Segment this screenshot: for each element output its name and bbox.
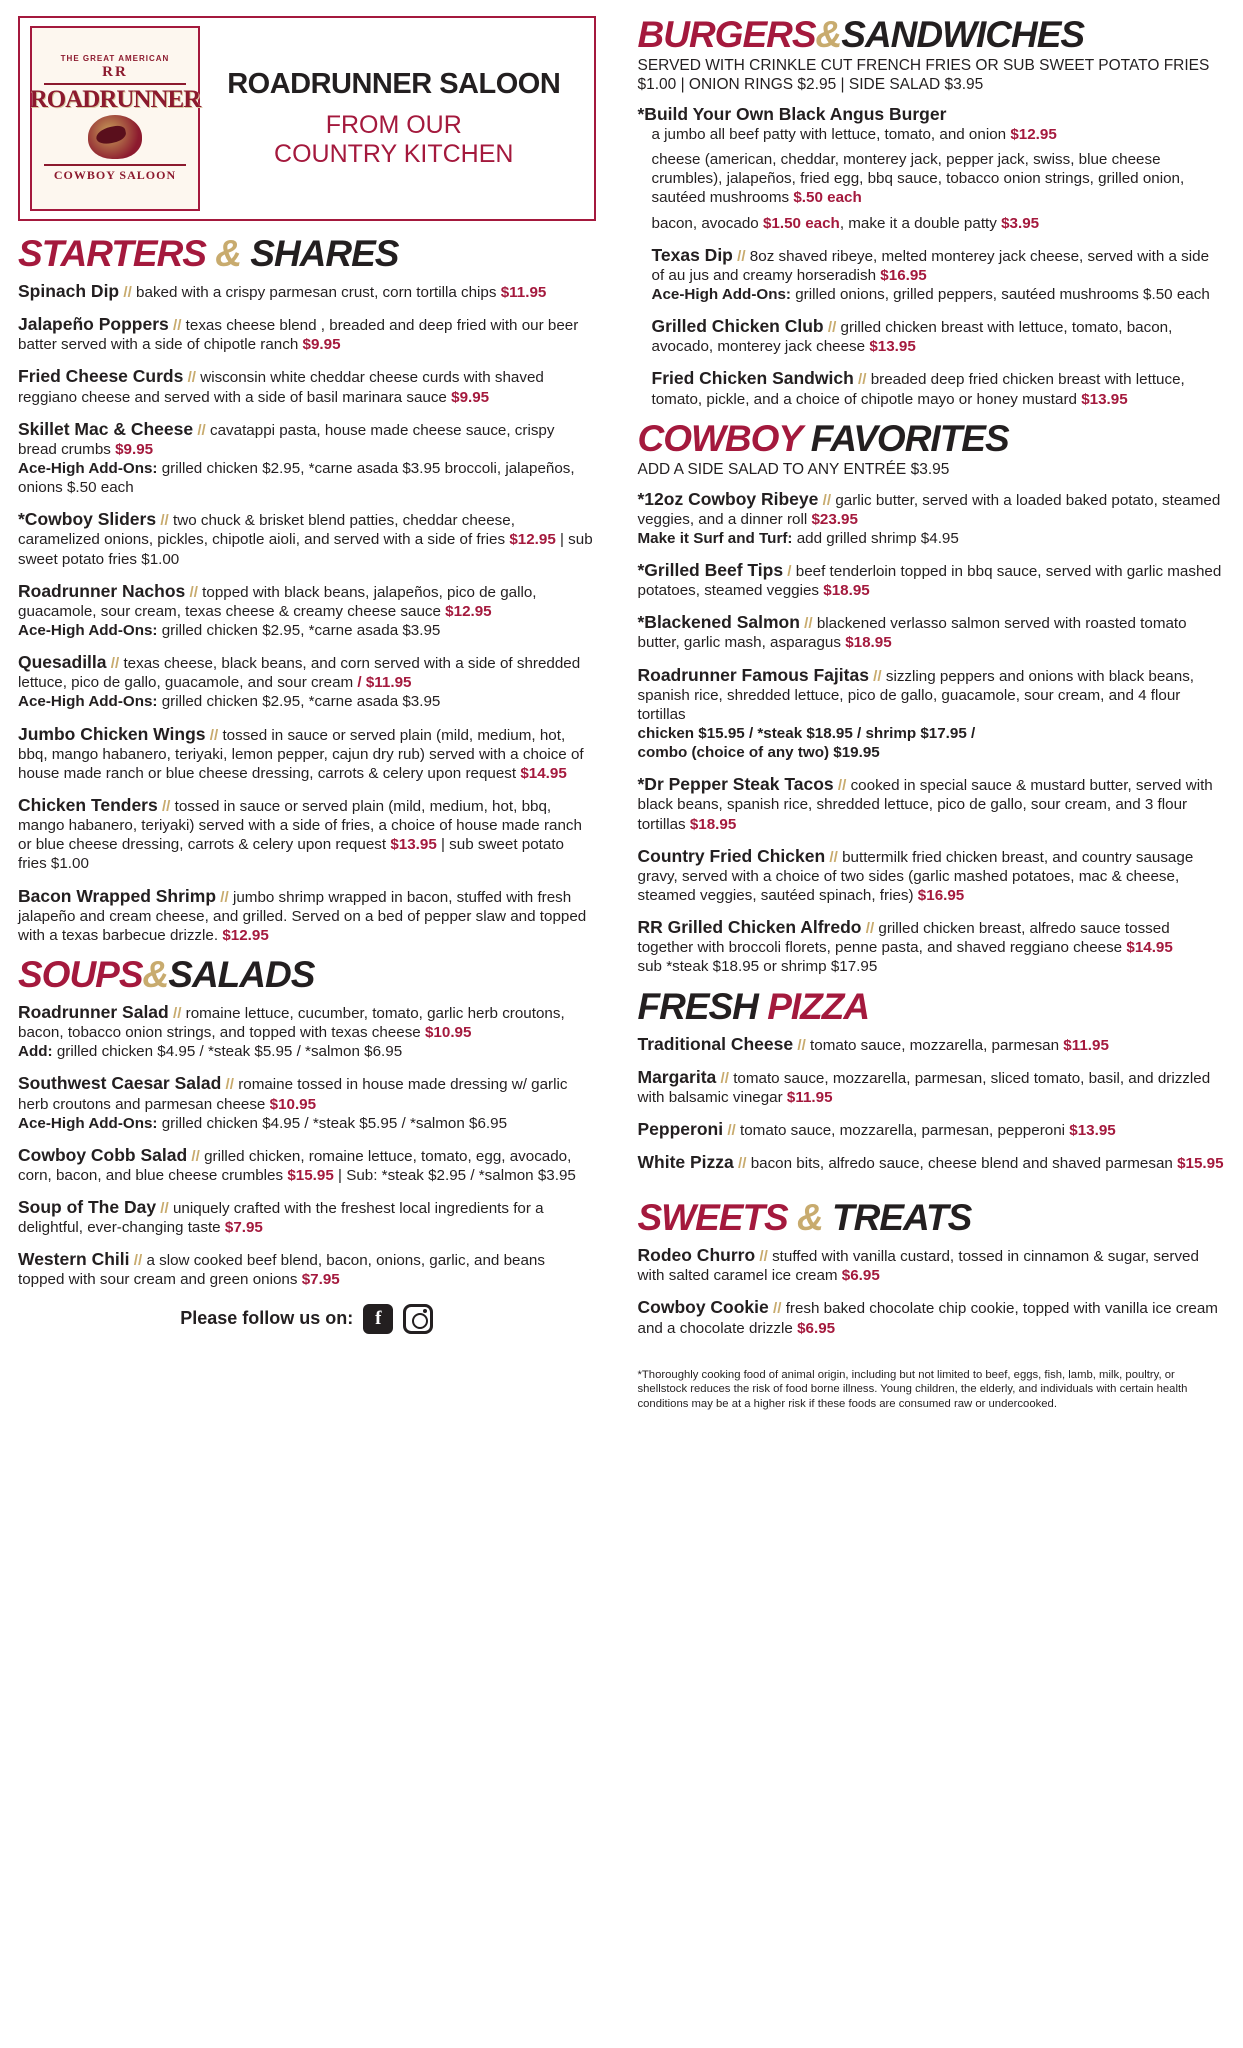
addon-label: Ace-High Add-Ons:: [651, 285, 791, 303]
item-desc: wisconsin white cheddar cheese curds with shaved reggiano cheese and served with a side of basil marinara sauce: [18, 369, 544, 406]
addon-label: Ace-High Add-Ons:: [18, 1114, 158, 1132]
item-separator: //: [197, 421, 206, 439]
starters-title-amp: &: [215, 233, 241, 274]
item-price-line-1: chicken $15.95 / *steak $18.95 / shrimp $17.95 /: [637, 724, 976, 742]
item-separator: //: [161, 797, 171, 815]
item-name: *Dr Pepper Steak Tacos: [637, 774, 834, 795]
item-desc: sizzling peppers and onions with black beans, spanish rice, shredded lettuce, pico de gallo, guacamole, sour cream, and 4 flour tortillas: [637, 667, 1195, 723]
item-name: Rodeo Churro: [637, 1245, 756, 1266]
item-name: *12oz Cowboy Ribeye: [637, 488, 819, 509]
item-price: $12.95: [1010, 125, 1057, 143]
item-separator: //: [172, 317, 182, 335]
starters-title-part2: SHARES: [250, 233, 399, 274]
item-addons: [18, 459, 596, 497]
menu-item: [638, 664, 1226, 763]
item-separator: //: [873, 667, 882, 685]
page-title: ROADRUNNER SALOON: [227, 68, 561, 101]
item-separator: //: [209, 726, 219, 744]
roadrunner-logo: [30, 26, 200, 211]
item-name: Soup of The Day: [18, 1197, 157, 1218]
item-separator: //: [191, 1147, 200, 1165]
item-addons: [18, 621, 596, 640]
item-desc: grilled chicken breast with lettuce, tomato, bacon, avocado, monterey jack cheese: [651, 319, 1173, 356]
item-price: $14.95: [520, 764, 567, 782]
item-separator: //: [727, 1121, 736, 1139]
item-addons: [18, 1042, 596, 1061]
item-separator: //: [187, 369, 197, 387]
sweets-title-amp: &: [797, 1197, 823, 1239]
item-price: $14.95: [1126, 939, 1173, 957]
burgers-title-part1: BURGERS: [637, 14, 816, 55]
menu-item: [638, 773, 1226, 833]
menu-item: [638, 244, 1226, 304]
menu-item: [638, 1118, 1226, 1140]
header-subtitle-2: COUNTRY KITCHEN: [274, 140, 514, 168]
item-name: Bacon Wrapped Shrimp: [18, 885, 217, 906]
addon-text: grilled onions, grilled peppers, sautéed mushrooms $.50 each: [795, 285, 1210, 303]
item-price: $7.95: [301, 1271, 340, 1289]
burgers-title-amp: &: [815, 14, 842, 55]
menu-item: [18, 418, 596, 498]
item-separator: //: [858, 371, 867, 389]
menu-item: [18, 1144, 596, 1185]
addon-text: grilled chicken $2.95, *carne asada $3.95 broccoli, jalapeños, onions $.50 each: [18, 459, 575, 497]
item-desc: bacon bits, alfredo sauce, cheese blend and shaved parmesan: [750, 1155, 1173, 1173]
item-desc: garlic butter, served with a loaded baked potato, steamed veggies, and a dinner roll: [637, 491, 1221, 528]
sweets-title-part1: SWEETS: [637, 1197, 788, 1239]
item-desc: tomato sauce, mozzarella, parmesan, pepperoni: [740, 1121, 1066, 1139]
menu-item: [18, 1196, 596, 1237]
item-desc: topped with black beans, jalapeños, pico de gallo, guacamole, sour cream, texas cheese & creamy cheese sauce: [18, 583, 537, 620]
item-desc: grilled chicken breast, alfredo sauce tossed together with broccoli florets, penne pasta, and shaved reggiano cheese: [637, 920, 1170, 957]
item-price: $11.95: [1063, 1036, 1109, 1054]
item-name: Traditional Cheese: [637, 1033, 794, 1054]
menu-item: [638, 1296, 1226, 1337]
item-separator: /: [787, 562, 792, 580]
pizza-title-part1: FRESH: [637, 985, 758, 1027]
item-desc: tossed in sauce or served plain (mild, medium, hot, bbq, mango habanero, teriyaki, lemon pepper, cajun dry rub) served with a choice of house made ranch or blue cheese dressing, carrots & celery upon request: [18, 726, 584, 782]
menu-item: [18, 1072, 596, 1132]
menu-item: [638, 1066, 1226, 1107]
item-price: $10.95: [424, 1024, 472, 1042]
facebook-icon[interactable]: f: [363, 1304, 393, 1334]
item-separator: //: [172, 1004, 182, 1022]
item-separator: //: [720, 1069, 729, 1087]
pizza-title-part2: PIZZA: [767, 985, 870, 1027]
item-name: Skillet Mac & Cheese: [18, 418, 194, 439]
item-extra: | Sub: *steak $2.95 / *salmon $3.95: [338, 1166, 576, 1184]
item-desc: tomato sauce, mozzarella, parmesan: [810, 1036, 1060, 1054]
item-separator: //: [123, 284, 132, 301]
item-name: Jumbo Chicken Wings: [18, 723, 206, 744]
item-name: Roadrunner Salad: [18, 1001, 169, 1022]
logo-bottom-text: COWBOY SALOON: [53, 167, 177, 182]
item-name: White Pizza: [637, 1152, 734, 1173]
item-price: $10.95: [269, 1095, 317, 1113]
burgers-subtitle: SERVED WITH CRINKLE CUT FRENCH FRIES OR SUB SWEET POTATO FRIES $1.00 | ONION RINGS $2.95 | SIDE SALAD $3.95: [637, 57, 1210, 93]
item-price: $13.95: [869, 338, 916, 356]
item-sub-desc-1: cheese (american, cheddar, monterey jack, pepper jack, swiss, blue cheese crumbles), jalapeños, fried egg, bbq sauce, tobacco onion strings, grilled onion, sautéed mushrooms: [651, 151, 1185, 207]
item-separator: //: [804, 615, 813, 633]
item-desc: stuffed with vanilla custard, tossed in cinnamon & sugar, served with salted caramel ice cream: [637, 1248, 1199, 1285]
item-name: Quesadilla: [18, 652, 107, 673]
logo-monogram: RR: [102, 63, 128, 80]
menu-item: [18, 1248, 596, 1289]
item-price: $11.95: [500, 284, 547, 301]
item-separator: //: [133, 1252, 143, 1270]
soups-title-part2: SALADS: [168, 953, 315, 995]
menu-item: [18, 651, 596, 711]
menu-item: [18, 580, 596, 640]
header-subtitle-1: FROM OUR: [325, 111, 462, 140]
item-separator: //: [797, 1036, 806, 1054]
item-sub-price-2a: $1.50 each: [762, 214, 840, 232]
item-desc: blackened verlasso salmon served with roasted tomato butter, garlic mash, asparagus: [637, 615, 1187, 652]
item-price: $23.95: [811, 510, 858, 528]
logo-top-text: THE GREAT AMERICAN: [60, 54, 170, 64]
item-addons: [652, 285, 1226, 304]
addon-text: grilled chicken $2.95, *carne asada $3.95: [161, 621, 441, 639]
cowboy-title-part1: COWBOY: [637, 417, 802, 459]
item-name: Pepperoni: [637, 1118, 724, 1139]
item-name: Spinach Dip: [18, 281, 120, 301]
addon-text: grilled chicken $2.95, *carne asada $3.95: [161, 693, 441, 711]
item-desc: 8oz shaved ribeye, melted monterey jack cheese, served with a side of au jus and creamy horseradish: [651, 247, 1210, 284]
item-extra: | sub sweet potato fries $1.00: [18, 531, 593, 568]
item-price: $12.95: [445, 602, 492, 620]
item-price-line-2: combo (choice of any two) $19.95: [637, 744, 880, 762]
section-heading-soups: [18, 953, 596, 995]
item-price: $7.95: [224, 1219, 263, 1237]
menu-item: [638, 1244, 1226, 1285]
left-column: [18, 16, 622, 2038]
menu-item: [638, 103, 1226, 233]
item-desc: tossed in sauce or served plain (mild, medium, hot, bbq, mango habanero, teriyaki) served with a side of fries, a choice of house made ranch or blue cheese dressing, carrots & celery upon request: [18, 797, 582, 854]
item-price: $9.95: [451, 388, 490, 406]
item-desc: buttermilk fried chicken breast, and country sausage gravy, served with a choice of two sides (garlic mashed potatoes, mac & cheese, steamed veggies, sautéed spinach, fries): [637, 848, 1194, 904]
item-price: $9.95: [115, 440, 154, 458]
item-price: $13.95: [1081, 390, 1128, 408]
menu-item: [638, 1033, 1226, 1055]
item-name: Southwest Caesar Salad: [18, 1073, 222, 1094]
item-name: Fried Chicken Sandwich: [651, 368, 854, 389]
item-sub-price-2b: $3.95: [1001, 214, 1040, 232]
menu-item: [638, 488, 1226, 548]
item-price: $16.95: [880, 266, 927, 284]
menu-item: [18, 313, 596, 354]
item-desc: cooked in special sauce & mustard butter, served with black beans, spanish rice, shredded lettuce, pico de gallo, sour cream, and 3 flour tortillas: [637, 777, 1213, 833]
item-desc: jumbo shrimp wrapped in bacon, stuffed with fresh jalapeño and cream cheese, and grilled. Served on a bed of pepper slaw and topped with a texas barbecue drizzle.: [18, 888, 587, 944]
item-price: $6.95: [841, 1267, 880, 1285]
item-price: $12.95: [509, 531, 556, 549]
item-name: Roadrunner Famous Fajitas: [637, 664, 869, 685]
item-name: Western Chili: [18, 1249, 130, 1270]
item-price: $16.95: [917, 886, 965, 904]
addon-label: Ace-High Add-Ons:: [18, 459, 158, 477]
item-name: Grilled Chicken Club: [651, 316, 824, 337]
addon-label: Ace-High Add-Ons:: [18, 693, 158, 711]
item-desc: grilled chicken, romaine lettuce, tomato, egg, avocado, corn, bacon, and blue cheese crumbles: [18, 1147, 572, 1184]
item-desc: uniquely crafted with the freshest local ingredients for a delightful, ever-changing taste: [18, 1200, 544, 1237]
logo-main-text: ROADRUNNER: [29, 85, 201, 113]
item-name: Chicken Tenders: [18, 794, 158, 815]
item-separator: //: [822, 491, 832, 509]
disclaimer-text: *Thoroughly cooking food of animal origin, including but not limited to beef, eggs, fish, lamb, milk, poultry, or shellstock reduces the risk of food borne illness. Young children, the elderly, and individuals with certain health conditions may be at a higher risk if these foods are consumed raw or undercooked.: [637, 1368, 1188, 1411]
right-column: [622, 16, 1226, 2038]
addon-label: Make it Surf and Turf:: [637, 529, 793, 547]
item-name: Roadrunner Nachos: [18, 580, 186, 601]
item-desc: two chuck & brisket blend patties, cheddar cheese, caramelized onions, pickles, chipotle aioli, and served with a side of fries: [18, 512, 515, 549]
item-desc: romaine lettuce, cucumber, tomato, garlic herb croutons, bacon, tobacco onion strings, and topped with texas cheese: [18, 1004, 565, 1042]
section-heading-burgers: [638, 16, 1226, 53]
item-separator: //: [738, 1155, 747, 1173]
item-name: Jalapeño Poppers: [18, 314, 169, 335]
item-separator: //: [773, 1300, 782, 1318]
item-sub-price-1: $.50 each: [793, 189, 862, 207]
item-name: *Build Your Own Black Angus Burger: [637, 103, 947, 124]
addon-label: Ace-High Add-Ons:: [18, 621, 158, 639]
item-price: / $11.95: [357, 674, 412, 692]
cowboy-title-part2: FAVORITES: [810, 417, 1009, 459]
burgers-title-part2: SANDWICHES: [841, 14, 1085, 55]
instagram-icon[interactable]: [403, 1304, 433, 1334]
item-separator: //: [759, 1248, 768, 1266]
item-price: $12.95: [222, 926, 269, 944]
item-name: *Grilled Beef Tips: [637, 559, 784, 580]
menu-item: [638, 315, 1226, 356]
restaurant-header: [18, 16, 596, 221]
item-separator: //: [160, 1200, 169, 1218]
starters-title-part1: STARTERS: [18, 233, 206, 274]
item-price: $6.95: [797, 1319, 836, 1337]
item-desc: cavatappi pasta, house made cheese sauce, crispy bread crumbs: [18, 421, 555, 458]
soups-title-amp: &: [142, 953, 169, 995]
item-price: $18.95: [823, 582, 870, 600]
item-separator: //: [160, 512, 169, 530]
section-heading-sweets: [637, 1197, 1226, 1239]
item-desc: breaded deep fried chicken breast with lettuce, tomato, pickle, and a choice of chipotle mayo or honey mustard: [651, 371, 1185, 408]
item-price: $18.95: [689, 815, 737, 833]
item-addons: [18, 1114, 596, 1133]
menu-item: [638, 1151, 1226, 1173]
menu-item: [18, 723, 596, 783]
menu-item: [638, 845, 1226, 905]
item-price: $11.95: [786, 1088, 833, 1106]
menu-item: [638, 559, 1226, 600]
item-desc: fresh baked chocolate chip cookie, topped with vanilla ice cream and a chocolate drizzle: [637, 1300, 1218, 1337]
item-name: *Blackened Salmon: [637, 612, 800, 633]
item-separator: //: [110, 655, 120, 673]
section-heading-pizza: [637, 985, 1226, 1027]
item-price: $13.95: [1069, 1121, 1116, 1139]
item-desc: a jumbo all beef patty with lettuce, tomato, and onion: [651, 125, 1007, 143]
menu-item: [638, 611, 1226, 652]
item-sub-line: sub *steak $18.95 or shrimp $17.95: [637, 958, 878, 976]
item-name: Country Fried Chicken: [637, 845, 826, 866]
item-separator: //: [737, 247, 746, 265]
menu-item: [18, 365, 596, 406]
item-desc: texas cheese, black beans, and corn served with a side of shredded lettuce, pico de gallo, guacamole, and sour cream: [18, 655, 581, 692]
item-name: Texas Dip: [651, 244, 733, 265]
item-separator: //: [865, 920, 875, 938]
item-separator: //: [225, 1076, 234, 1094]
addon-text: add grilled shrimp $4.95: [796, 529, 959, 547]
menu-item: [18, 885, 596, 945]
item-name: Cowboy Cobb Salad: [18, 1144, 188, 1165]
item-name: Fried Cheese Curds: [18, 366, 184, 387]
item-price: $9.95: [302, 336, 341, 354]
menu-item: [18, 280, 596, 302]
roadrunner-bird-icon: [88, 115, 142, 159]
item-desc: texas cheese blend , breaded and deep fried with our beer batter served with a side of chipotle ranch: [18, 317, 579, 354]
follow-label: Please follow us on:: [180, 1308, 354, 1329]
item-name: *Cowboy Sliders: [18, 509, 157, 530]
item-extra: | sub sweet potato fries $1.00: [18, 836, 564, 873]
menu-item: [638, 916, 1226, 976]
item-desc: tomato sauce, mozzarella, parmesan, sliced tomato, basil, and drizzled with balsamic vinegar: [637, 1069, 1211, 1106]
menu-item: [638, 367, 1226, 408]
addon-label: Add:: [18, 1043, 53, 1061]
item-desc: a slow cooked beef blend, bacon, onions, garlic, and beans topped with sour cream and green onions: [18, 1252, 545, 1289]
item-addons: [638, 529, 1226, 548]
addon-text: grilled chicken $4.95 / *steak $5.95 / *salmon $6.95: [56, 1043, 403, 1061]
section-heading-cowboy: [637, 417, 1226, 459]
item-separator: //: [837, 777, 847, 795]
item-sub-desc-2a: bacon, avocado: [651, 214, 759, 232]
item-price: $15.95: [1177, 1155, 1224, 1173]
item-name: Margarita: [637, 1066, 717, 1087]
item-desc: romaine tossed in house made dressing w/ garlic herb croutons and parmesan cheese: [18, 1076, 568, 1113]
menu-item: [18, 794, 596, 874]
item-separator: //: [827, 319, 837, 337]
item-name: Cowboy Cookie: [637, 1297, 769, 1318]
cowboy-subtitle: ADD A SIDE SALAD TO ANY ENTRÉE $3.95: [637, 460, 950, 478]
addon-text: grilled chicken $4.95 / *steak $5.95 / *salmon $6.95: [161, 1114, 508, 1132]
menu-item: [18, 1001, 596, 1061]
item-desc: beef tenderloin topped in bbq sauce, served with garlic mashed potatoes, steamed veggies: [637, 562, 1222, 600]
item-price: $15.95: [287, 1166, 334, 1184]
header-text-block: [200, 68, 584, 169]
item-separator: //: [189, 583, 198, 601]
item-price: $13.95: [390, 836, 437, 854]
item-sub-desc-2b: , make it a double patty: [839, 214, 997, 232]
follow-us-block: [18, 1304, 596, 1334]
item-separator: //: [829, 848, 838, 866]
item-name: RR Grilled Chicken Alfredo: [637, 917, 862, 938]
menu-item: [18, 508, 596, 568]
item-price: $18.95: [845, 634, 892, 652]
soups-title-part1: SOUPS: [18, 953, 143, 995]
item-separator: //: [220, 888, 229, 906]
sweets-title-part2: TREATS: [832, 1197, 972, 1239]
section-heading-starters: [18, 235, 596, 272]
logo-rule-top: [44, 83, 185, 85]
logo-rule-bottom: [44, 164, 185, 166]
item-addons: [18, 692, 596, 711]
item-desc: baked with a crispy parmesan crust, corn tortilla chips: [136, 284, 497, 301]
